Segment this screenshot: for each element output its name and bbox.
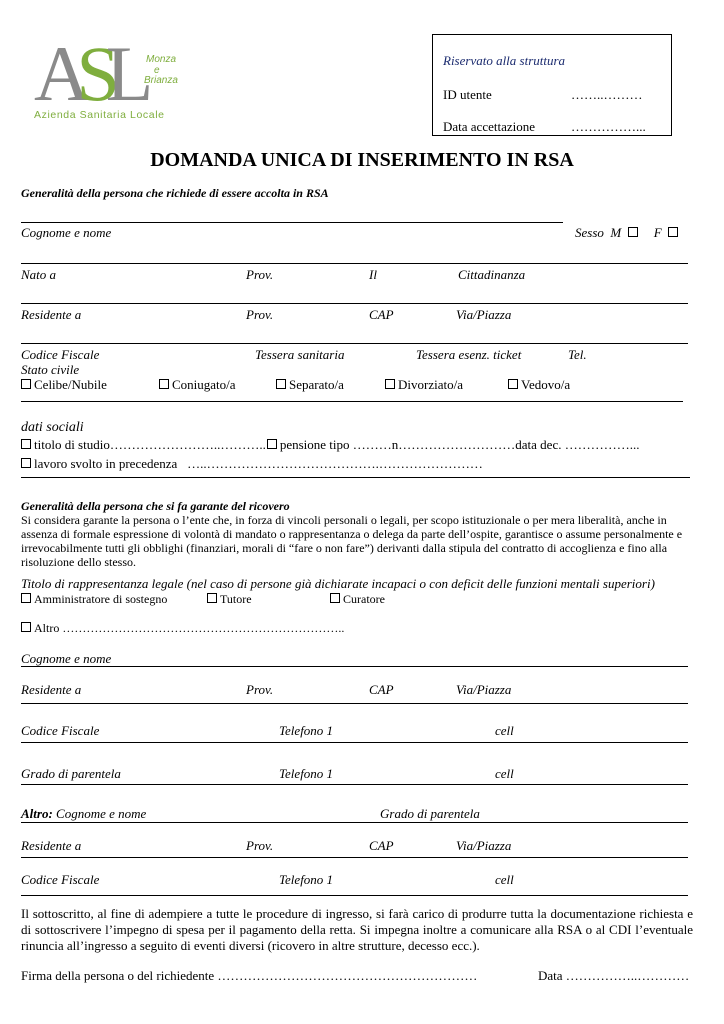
garante-text: Si considera garante la persona o l’ente che, in forza di vincoli personali o legali, per scopo istituzionale o per mera liberalità, anche in assenza di formale espressione di volontà di mandato o rappresentanza o delega da parte dell’ospite, garantisce o assume personalmente e irrevocabilmente tutti gli obblighi (finanziari, morali di “fare o non fare”) derivanti dalla stipula del contratto di accoglienza e fino alla risoluzione dello stesso.: [21, 513, 683, 569]
altro-cognome-label: Cognome e nome: [56, 806, 147, 821]
reserved-date-value[interactable]: ……………...: [571, 119, 646, 134]
reserved-id-label: ID utente: [443, 87, 492, 102]
divider: [21, 742, 688, 743]
a-cap-label: CAP: [369, 838, 394, 853]
celibe-option[interactable]: [21, 377, 107, 393]
altro-option[interactable]: [21, 621, 344, 636]
esenz-label: Tessera esenz. ticket: [416, 347, 522, 362]
logo-a: A: [34, 30, 77, 117]
divider: [21, 822, 688, 823]
altro-bold-label: Altro:: [21, 806, 53, 821]
divider: [21, 303, 688, 304]
a-residente-label: Residente a: [21, 838, 82, 853]
tutore-label: Tutore: [220, 592, 252, 606]
a-prov-label: Prov.: [246, 838, 274, 853]
via-label: Via/Piazza: [456, 307, 512, 322]
celibe-label: Celibe/Nubile: [34, 377, 107, 392]
g-via-label: Via/Piazza: [456, 682, 512, 697]
g-cap-label: CAP: [369, 682, 394, 697]
vedovo-checkbox[interactable]: [508, 379, 518, 389]
sesso-m-checkbox[interactable]: [628, 227, 638, 237]
g-residente-label: Residente a: [21, 682, 82, 697]
divider: [21, 222, 563, 223]
divider: [21, 666, 688, 667]
logo-letters: [34, 30, 149, 117]
coniugato-option[interactable]: [159, 377, 236, 393]
studio-field[interactable]: [21, 437, 639, 453]
asl-logo: [30, 30, 200, 126]
amministratore-option[interactable]: [21, 592, 167, 607]
reserved-date-label: Data accettazione: [443, 119, 536, 134]
sesso-f-checkbox[interactable]: [668, 227, 678, 237]
logo-region-2: e: [154, 65, 160, 76]
section2-heading: Generalità della persona che si fa garante del ricovero: [21, 499, 290, 513]
studio-checkbox[interactable]: [21, 439, 31, 449]
a-cell-label: cell: [495, 872, 514, 887]
celibe-checkbox[interactable]: [21, 379, 31, 389]
tutore-checkbox[interactable]: [207, 593, 217, 603]
pensione-checkbox[interactable]: [267, 439, 277, 449]
logo-s: S: [76, 30, 106, 117]
reserved-box: [432, 34, 672, 136]
sesso-label: [575, 225, 681, 241]
separato-option[interactable]: [276, 377, 344, 393]
cf-label: Codice Fiscale: [21, 347, 100, 362]
logo-caption: Azienda Sanitaria Locale: [34, 109, 165, 121]
nato-label: Nato a: [21, 267, 57, 282]
footer-text: Il sottoscritto, al fine di adempiere a tutte le procedure di ingresso, si farà carico di produrre tutta la documentazione richiesta e di sottoscrivere l’impegno di spesa per il pagamento della retta. Si impegna inoltre a comunicare alla RSA o al CDI l’eventuale rinuncia all’ingresso a seguito di eventi diversi (ricovero in altre strutture, decesso ecc.).: [21, 906, 693, 953]
curatore-label: Curatore: [343, 592, 385, 606]
divorziato-checkbox[interactable]: [385, 379, 395, 389]
tel-label: Tel.: [568, 347, 587, 362]
social-heading: dati sociali: [21, 420, 84, 435]
altro-grado-label: Grado di parentela: [380, 806, 480, 821]
g-cognome-label: Cognome e nome: [21, 651, 112, 666]
divider: [21, 895, 688, 896]
g-telefono2-label: Telefono 1: [279, 766, 334, 781]
cap-label: CAP: [369, 307, 394, 322]
curatore-checkbox[interactable]: [330, 593, 340, 603]
sesso-m-label: M: [610, 225, 622, 240]
logo-l: L: [105, 30, 140, 117]
divider: [21, 703, 688, 704]
g-grado-label: Grado di parentela: [21, 766, 121, 781]
separato-checkbox[interactable]: [276, 379, 286, 389]
divider: [21, 401, 683, 402]
g-cell2-label: cell: [495, 766, 514, 781]
lavoro-checkbox[interactable]: [21, 458, 31, 468]
vedovo-option[interactable]: [508, 377, 570, 393]
amministratore-label: Amministratore di sostegno: [34, 592, 168, 606]
sesso-f-label: F: [653, 225, 662, 240]
page-title: DOMANDA UNICA DI INSERIMENTO IN RSA: [150, 149, 574, 171]
g-cell-label: cell: [495, 723, 514, 738]
titolo-label: Titolo di rappresentanza legale (nel caso di persone già dichiarate incapaci o con deficit delle funzioni mentali superiori): [21, 576, 655, 591]
divider: [21, 857, 688, 858]
tutore-option[interactable]: [207, 592, 252, 607]
studio-label: titolo di studio……………………..………..: [34, 437, 266, 452]
data-field[interactable]: Data ……………..…………: [538, 968, 690, 983]
amministratore-checkbox[interactable]: [21, 593, 31, 603]
coniugato-label: Coniugato/a: [172, 377, 236, 392]
divider: [21, 477, 690, 478]
altro-cognome-row: [21, 806, 146, 822]
reserved-title: Riservato alla struttura: [443, 53, 566, 68]
g-prov-label: Prov.: [246, 682, 274, 697]
logo-region-1: Monza: [146, 54, 177, 65]
lavoro-label: lavoro svolto in precedenza: [34, 456, 178, 471]
altro-label: Altro ……………………………………………………………..: [34, 621, 345, 635]
divider: [21, 784, 688, 785]
residente-label: Residente a: [21, 307, 82, 322]
reserved-id-value[interactable]: ……..………: [571, 87, 643, 102]
prov-label: Prov.: [246, 307, 274, 322]
curatore-option[interactable]: [330, 592, 385, 607]
cittadinanza-label: Cittadinanza: [458, 267, 526, 282]
g-cf-label: Codice Fiscale: [21, 723, 100, 738]
separato-label: Separato/a: [289, 377, 344, 392]
section1-heading: Generalità della persona che richiede di essere accolta in RSA: [21, 186, 329, 200]
prov-label: Prov.: [246, 267, 274, 282]
coniugato-checkbox[interactable]: [159, 379, 169, 389]
firma-field[interactable]: Firma della persona o del richiedente ……………………………………………………: [21, 968, 478, 983]
divorziato-label: Divorziato/a: [398, 377, 463, 392]
lavoro-field[interactable]: [21, 456, 483, 472]
pensione-label: pensione tipo ………n………………………data dec. ……………...: [279, 437, 640, 452]
cognome-label: Cognome e nome: [21, 225, 112, 240]
tessera-label: Tessera sanitaria: [255, 347, 345, 362]
divider: [21, 343, 688, 344]
altro-checkbox[interactable]: [21, 622, 31, 632]
divider: [21, 263, 688, 264]
a-telefono-label: Telefono 1: [279, 872, 334, 887]
sesso-text: Sesso: [575, 225, 604, 240]
il-label: Il: [369, 267, 377, 282]
a-cf-label: Codice Fiscale: [21, 872, 100, 887]
lavoro-dots: …..………………………………….……………………: [187, 456, 483, 471]
divorziato-option[interactable]: [385, 377, 463, 393]
g-telefono-label: Telefono 1: [279, 723, 334, 738]
stato-civile-label: Stato civile: [21, 362, 80, 377]
vedovo-label: Vedovo/a: [521, 377, 571, 392]
a-via-label: Via/Piazza: [456, 838, 512, 853]
logo-region-3: Brianza: [144, 75, 178, 86]
